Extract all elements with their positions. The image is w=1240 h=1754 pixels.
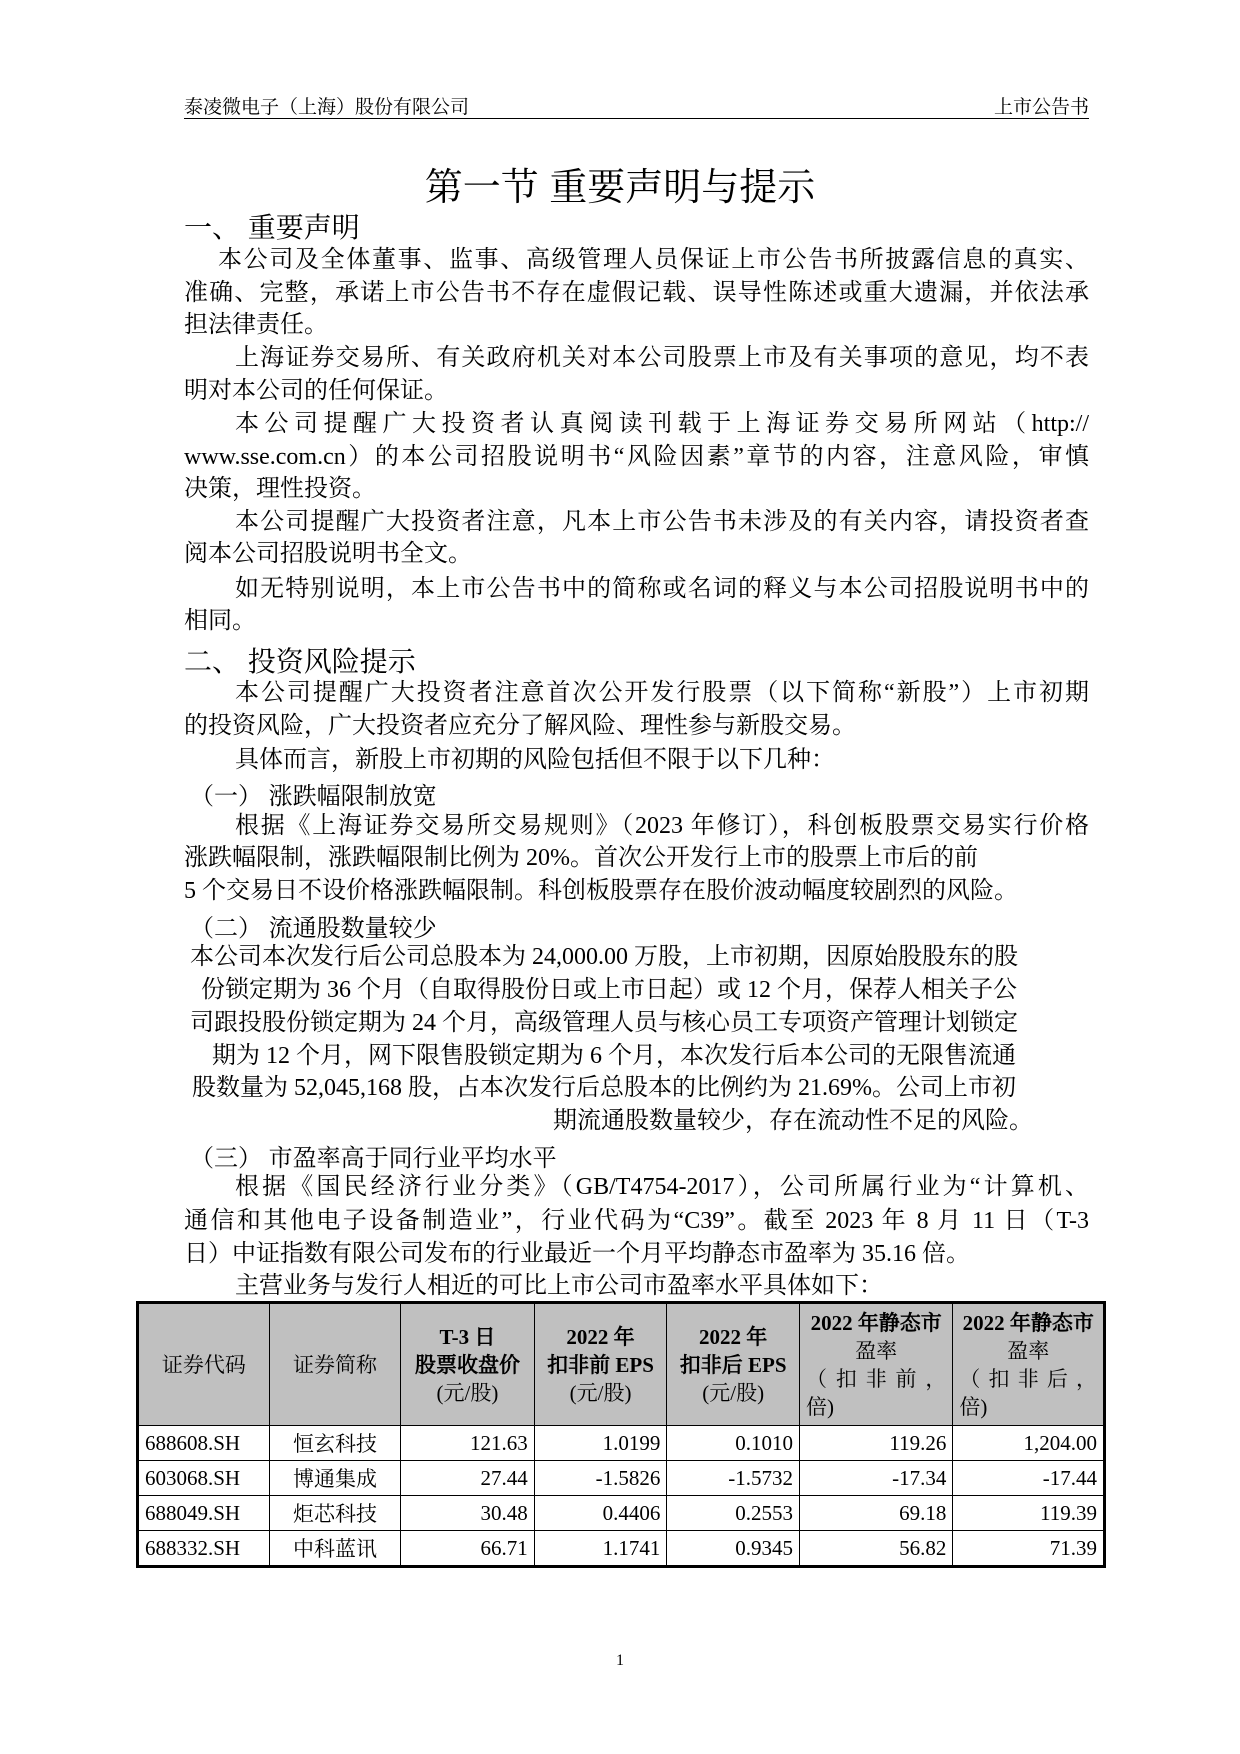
table-header-text: 倍): [805, 1394, 834, 1419]
value-cell: 56.82: [799, 1531, 952, 1567]
paragraph-line: www.sse.com.cn）的本公司招股说明书“风险因素”章节的内容，注意风险，审慎: [184, 444, 1089, 470]
value-cell: 1,204.00: [953, 1426, 1105, 1461]
table-header-text: 证券代码: [161, 1352, 246, 1377]
table-row: [138, 1496, 1105, 1531]
table-header-cell: [799, 1303, 952, 1426]
paragraph-line: 上海证券交易所、有关政府机关对本公司股票上市及有关事项的意见，均不表: [235, 345, 1089, 371]
value-cell: 119.26: [799, 1426, 952, 1461]
paragraph-line: 5 个交易日不设价格涨跌幅限制。科创板股票存在股价波动幅度较剧烈的风险。: [184, 878, 1018, 904]
section-heading-important-statement: 一、 重要声明: [184, 212, 360, 243]
paragraph-line: 本公司本次发行后公司总股本为 24,000.00 万股，上市初期，因原始股股东的股: [190, 944, 1018, 970]
value-cell: 119.39: [953, 1496, 1105, 1531]
table-header-text: （扣非后，: [959, 1366, 1097, 1391]
table-header-text: 2022 年静态市: [810, 1310, 942, 1335]
paragraph-line: 相同。: [184, 608, 256, 634]
paragraph-line: 份锁定期为 36 个月（自取得股份日或上市日起）或 12 个月，保荐人相关子公: [201, 977, 1017, 1003]
value-cell: 71.39: [953, 1531, 1105, 1567]
table-header-text: 证券简称: [293, 1352, 377, 1377]
table-header-cell: [667, 1303, 800, 1426]
value-cell: 0.4406: [534, 1496, 667, 1531]
value-cell: -17.34: [799, 1461, 952, 1496]
paragraph-line: 主营业务与发行人相近的可比上市公司市盈率水平具体如下：: [235, 1273, 883, 1299]
subheading-price-limit: （一） 涨跌幅限制放宽: [190, 783, 437, 810]
paragraph-line: 准确、完整，承诺上市公告书不存在虚假记载、误导性陈述或重大遗漏，并依法承: [184, 280, 1089, 306]
security-name-cell: 恒玄科技: [269, 1426, 400, 1461]
table-header-cell: [401, 1303, 535, 1426]
paragraph-line: 阅本公司招股说明书全文。: [184, 541, 472, 567]
paragraph-line: 明对本公司的任何保证。: [184, 378, 448, 404]
table-header-cell: [953, 1303, 1105, 1426]
subheading-pe-ratio: （三） 市盈率高于同行业平均水平: [190, 1145, 557, 1172]
paragraph-line: 根据《上海证券交易所交易规则》（2023 年修订），科创板股票交易实行价格: [235, 813, 1089, 839]
security-name-cell: 博通集成: [269, 1461, 400, 1496]
paragraph-line: 本公司提醒广大投资者注意，凡本上市公告书未涉及的有关内容，请投资者查: [235, 509, 1089, 535]
value-cell: -1.5826: [534, 1461, 667, 1496]
paragraph-line: 期为 12 个月，网下限售股锁定期为 6 个月，本次发行后本公司的无限售流通: [212, 1043, 1016, 1069]
table-row: [138, 1461, 1105, 1496]
value-cell: 0.9345: [667, 1531, 800, 1567]
paragraph-line: 本公司及全体董事、监事、高级管理人员保证上市公告书所披露信息的真实、: [218, 247, 1089, 273]
table-header-text: 扣非后 EPS: [679, 1352, 787, 1377]
table-row: [138, 1426, 1105, 1461]
value-cell: 66.71: [401, 1531, 535, 1567]
paragraph-line: 根据《国民经济行业分类》（GB/T4754-2017），公司所属行业为“计算机、: [235, 1174, 1089, 1200]
paragraph-line: 涨跌幅限制，涨跌幅限制比例为 20%。首次公开发行上市的股票上市后的前: [184, 845, 978, 871]
paragraph-line: 本公司提醒广大投资者注意首次公开发行股票（以下简称“新股”）上市初期: [235, 680, 1089, 706]
table-header-text: 2022 年: [566, 1324, 635, 1349]
table-header-text: 盈率: [855, 1338, 898, 1363]
table-header-cell: [138, 1303, 270, 1426]
subheading-circulating-shares: （二） 流通股数量较少: [190, 915, 437, 942]
value-cell: 30.48: [401, 1496, 535, 1531]
table-header-text: (元/股): [436, 1380, 499, 1405]
table-header-text: T-3 日: [439, 1324, 496, 1349]
table-header-text: 股票收盘价: [414, 1352, 520, 1377]
header-company: 泰凌微电子（上海）股份有限公司: [184, 97, 470, 118]
paragraph-line: 具体而言，新股上市初期的风险包括但不限于以下几种：: [235, 747, 835, 773]
value-cell: 0.1010: [667, 1426, 800, 1461]
table-header-text: 扣非前 EPS: [547, 1352, 654, 1377]
value-cell: -1.5732: [667, 1461, 800, 1496]
value-cell: 121.63: [401, 1426, 535, 1461]
table-header-cell: [269, 1303, 400, 1426]
paragraph-line: 的投资风险，广大投资者应充分了解风险、理性参与新股交易。: [184, 713, 856, 739]
paragraph-line: 通信和其他电子设备制造业”，行业代码为“C39”。截至 2023 年 8 月 11 日（T-3: [184, 1208, 1089, 1234]
paragraph-line: 如无特别说明，本上市公告书中的简称或名词的释义与本公司招股说明书中的: [235, 576, 1089, 602]
section-heading-risk-warning: 二、 投资风险提示: [184, 646, 416, 677]
table-header-text: (元/股): [569, 1380, 632, 1405]
value-cell: -17.44: [953, 1461, 1105, 1496]
value-cell: 0.2553: [667, 1496, 800, 1531]
header-divider: [184, 118, 1089, 119]
value-cell: 69.18: [799, 1496, 952, 1531]
table-row: [138, 1531, 1105, 1567]
page-title: 第一节 重要声明与提示: [424, 167, 816, 209]
page-number: 1: [616, 1652, 624, 1669]
paragraph-line: 司跟投股份锁定期为 24 个月，高级管理人员与核心员工专项资产管理计划锁定: [190, 1010, 1018, 1036]
value-cell: 27.44: [401, 1461, 535, 1496]
paragraph-line: 决策，理性投资。: [184, 476, 376, 502]
paragraph-line: 股数量为 52,045,168 股，占本次发行后总股本的比例约为 21.69%。公司上市初: [192, 1075, 1016, 1101]
security-code-cell: 603068.SH: [138, 1461, 270, 1496]
table-header-text: (元/股): [702, 1380, 765, 1405]
table-header-cell: [534, 1303, 667, 1426]
security-code-cell: 688608.SH: [138, 1426, 270, 1461]
paragraph-line: 担法律责任。: [184, 312, 328, 338]
paragraph-line: 日）中证指数有限公司发布的行业最近一个月平均静态市盈率为 35.16 倍。: [184, 1241, 970, 1267]
table-header-text: （扣非前，: [805, 1366, 947, 1391]
table-header-text: 盈率: [1007, 1338, 1050, 1363]
security-code-cell: 688332.SH: [138, 1531, 270, 1567]
table-header-text: 2022 年静态市: [962, 1310, 1094, 1335]
table-header-text: 2022 年: [699, 1324, 768, 1349]
security-name-cell: 炬芯科技: [269, 1496, 400, 1531]
paragraph-line: 本公司提醒广大投资者认真阅读刊载于上海证券交易所网站（http://: [235, 411, 1089, 437]
comparable-companies-pe-table: [136, 1301, 1106, 1568]
table-header-text: 倍): [959, 1394, 988, 1419]
header-doc-type: 上市公告书: [993, 97, 1089, 118]
security-code-cell: 688049.SH: [138, 1496, 270, 1531]
paragraph-line: 期流通股数量较少，存在流动性不足的风险。: [553, 1108, 1033, 1134]
security-name-cell: 中科蓝讯: [269, 1531, 400, 1567]
value-cell: 1.1741: [534, 1531, 667, 1567]
value-cell: 1.0199: [534, 1426, 667, 1461]
